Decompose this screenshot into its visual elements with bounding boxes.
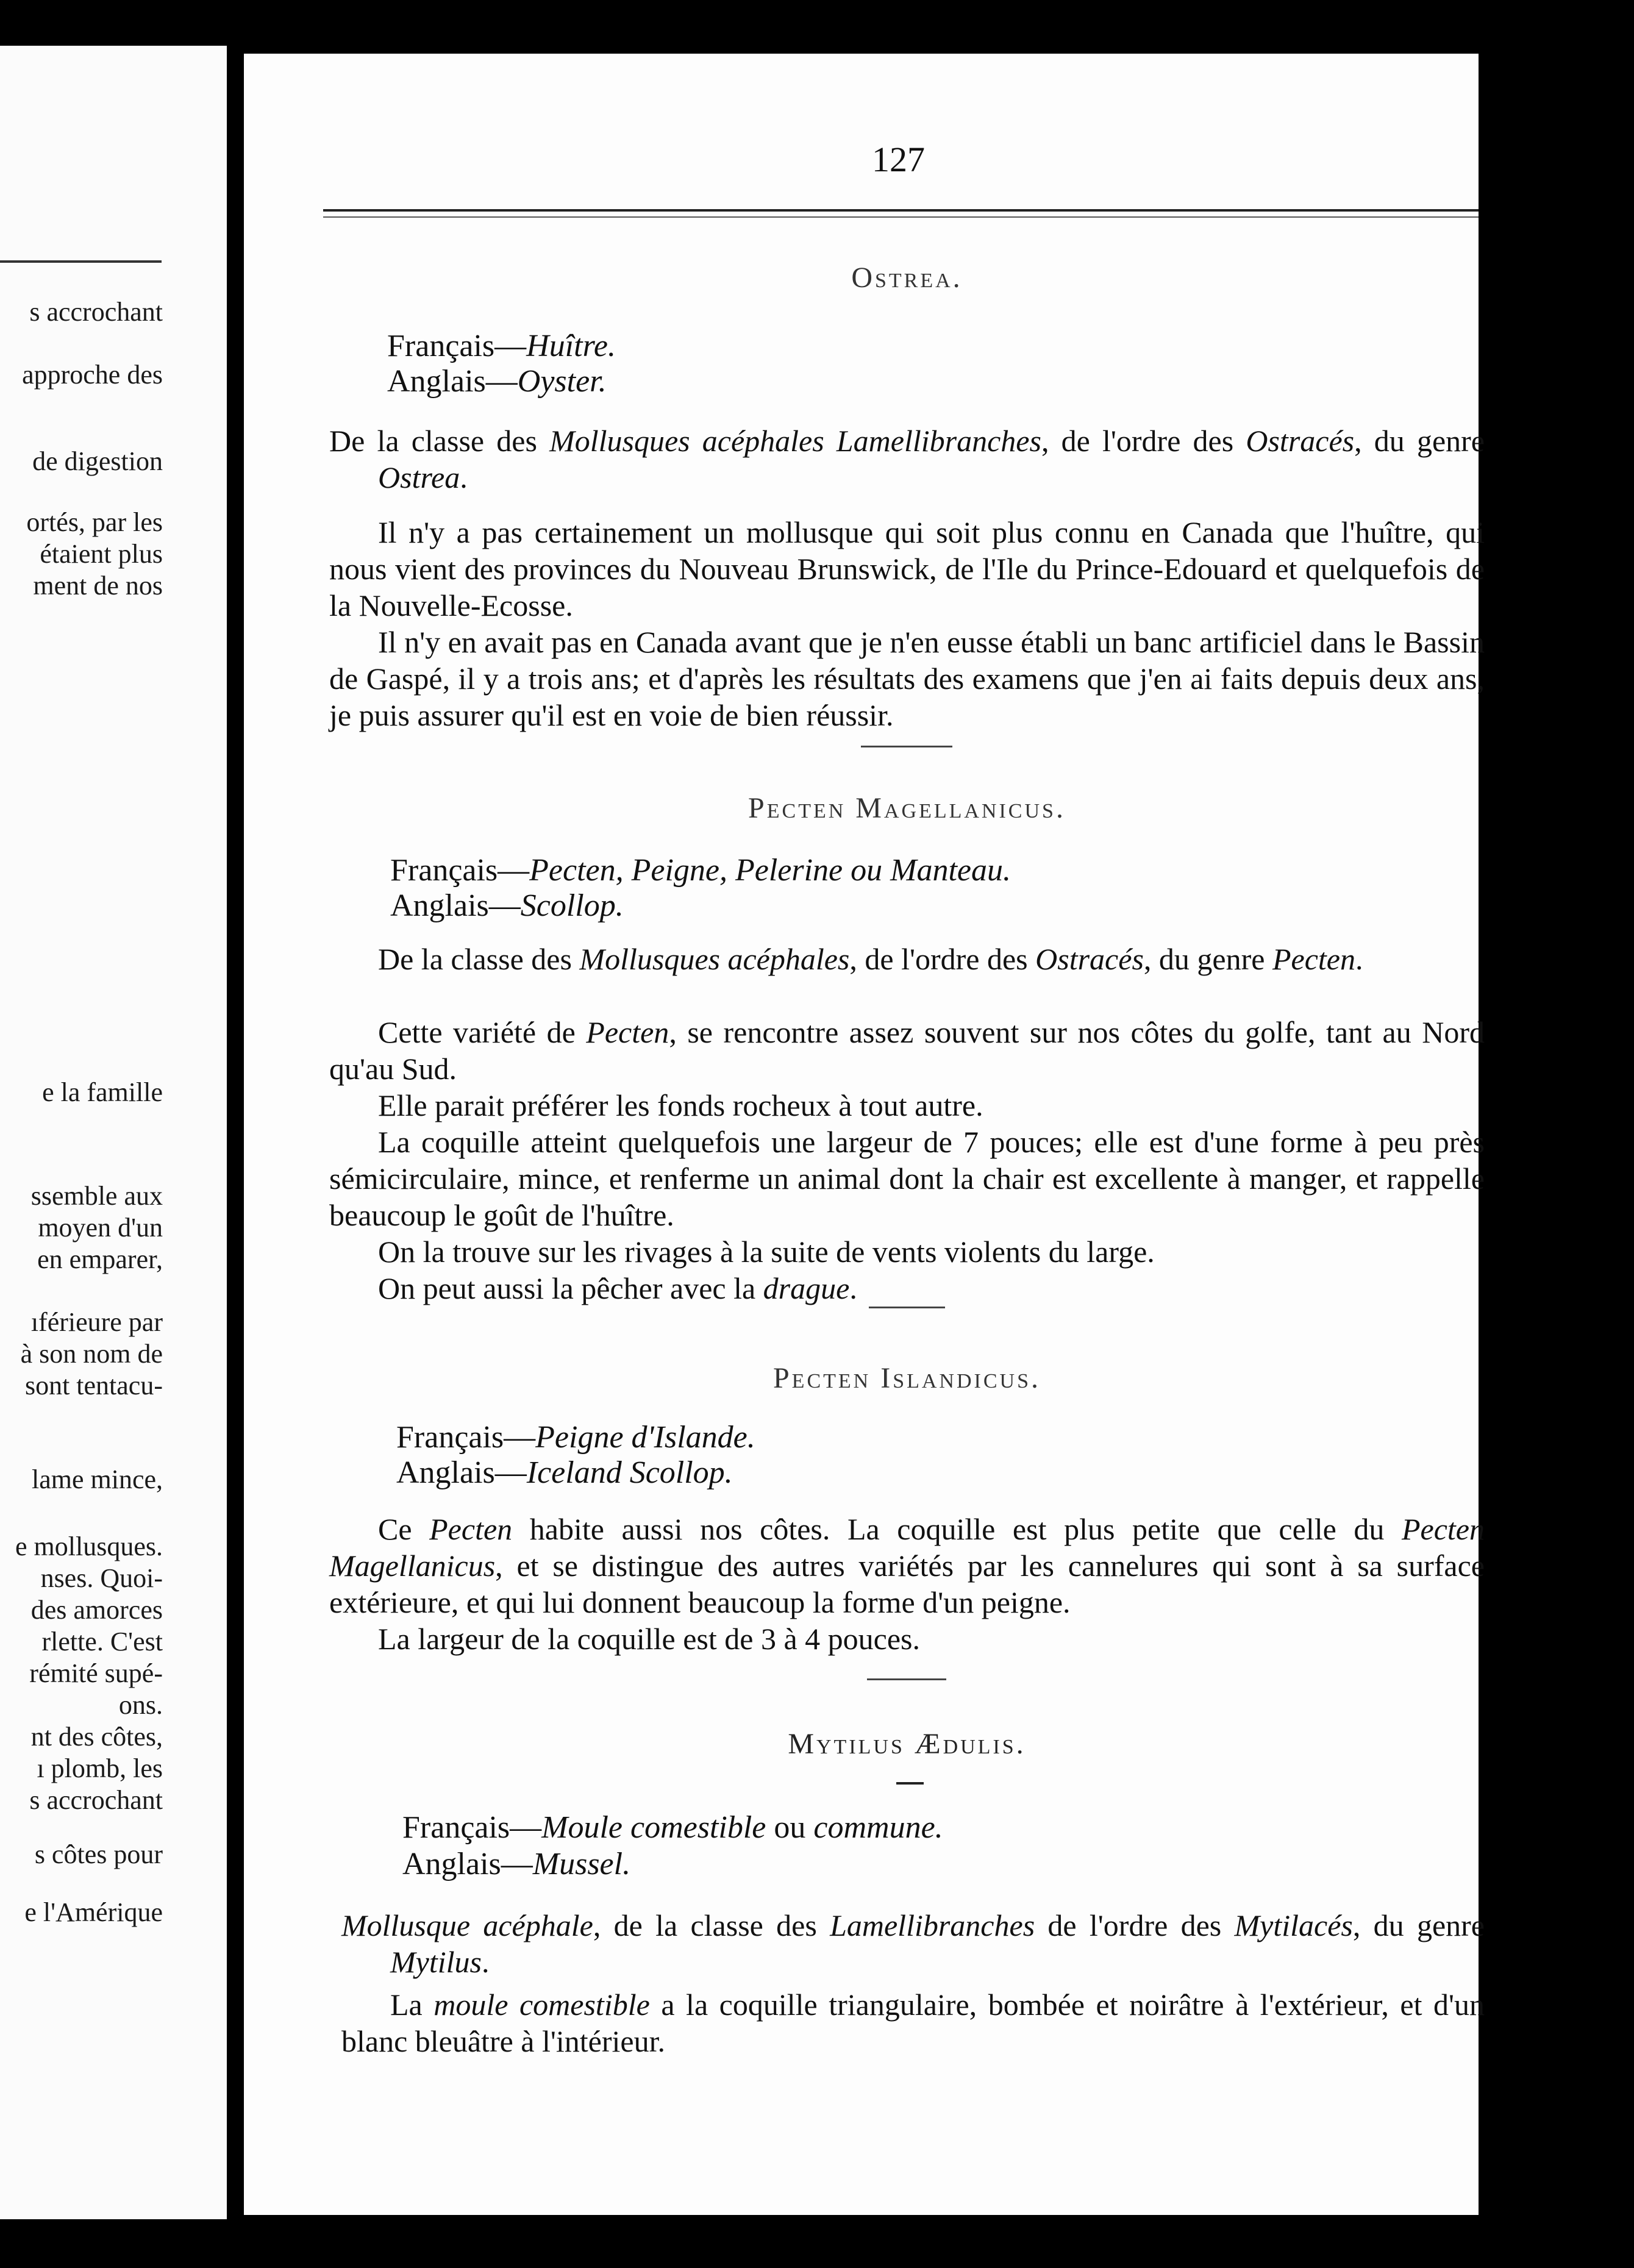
paragraph: La largeur de la coquille est de 3 à 4 pouces. xyxy=(378,1622,921,1656)
left-page-line: s accrochant xyxy=(29,297,163,327)
english-name-line xyxy=(402,1846,630,1882)
french-name: Pecten, Peigne, Pelerine ou Manteau. xyxy=(529,853,1011,888)
left-page-line: nt des côtes, xyxy=(30,1722,163,1752)
english-label: Anglais— xyxy=(387,364,518,399)
left-page-line: nses. Quoi- xyxy=(40,1563,163,1593)
english-label: Anglais— xyxy=(396,1455,527,1490)
left-facing-page xyxy=(0,46,227,2219)
classification-paragraph: De la classe des Mollusques acéphales, de l'ordre des Ostracés, du genre Pecten. xyxy=(378,942,1363,976)
english-name: Iceland Scollop. xyxy=(526,1455,733,1490)
french-name-line: Français—Moule comestible ou commune. xyxy=(402,1810,943,1845)
left-page-line: approche des xyxy=(22,360,163,390)
paragraph: Il n'y en avait pas en Canada avant que je n'en eusse établi un banc artificiel dans le Bassin de Gaspé, il y a trois ans; et d'après les résultats des examens que j'en ai faits depuis deux ans, je puis assurer qu'il est en voie de bien réussir. xyxy=(329,625,1485,732)
french-label: Français— xyxy=(387,329,527,363)
left-page-line: sont tentacu- xyxy=(24,1371,163,1400)
left-page-line: e la famille xyxy=(42,1077,163,1107)
section-separator xyxy=(869,1307,945,1308)
section-separator xyxy=(867,1678,946,1680)
french-label: Français— xyxy=(390,853,530,888)
french-name-line xyxy=(396,1419,755,1455)
english-name-line xyxy=(390,888,624,924)
header-rule-thin xyxy=(323,216,1479,218)
section-separator xyxy=(861,746,952,747)
french-name: Moule comestible xyxy=(541,1810,766,1845)
english-name-line xyxy=(396,1455,733,1491)
left-page-rule xyxy=(0,260,162,263)
left-page-line: en emparer, xyxy=(37,1244,163,1274)
left-page-line: ment de nos xyxy=(33,571,163,601)
left-page-line: à son nom de xyxy=(20,1339,163,1369)
paragraph: Ce Pecten habite aussi nos côtes. La coquille est plus petite que celle du Pecten Magellanicus, et se distingue des autres variétés par les cannelures qui sont à sa surface extérieure, et qui lui donnent beaucoup la forme d'un peigne. xyxy=(329,1512,1485,1619)
left-page-line: ons. xyxy=(118,1690,163,1720)
section-heading-ostrea: Ostrea. xyxy=(851,262,963,294)
paragraph: Cette variété de Pecten, se rencontre assez souvent sur nos côtes du golfe, tant au Nord qu'au Sud. xyxy=(329,1015,1485,1086)
paragraph: On la trouve sur les rivages à la suite de vents violents du large. xyxy=(378,1235,1155,1269)
english-name: Mussel. xyxy=(532,1847,631,1881)
left-page-line: lame mince, xyxy=(31,1464,163,1494)
section-heading-mytilus: Mytilus Ædulis. xyxy=(788,1728,1026,1760)
left-page-line: s accrochant xyxy=(29,1785,163,1815)
left-page-line: étaient plus xyxy=(40,539,163,569)
left-page-line: rémité supé- xyxy=(29,1658,163,1688)
paragraph: La coquille atteint quelquefois une largeur de 7 pouces; elle est d'une forme à peu près sémicirculaire, mince, et renferme un animal dont la chair est excellente à manger, et rappelle beaucoup le goût de l'huître. xyxy=(329,1125,1485,1232)
french-name-line xyxy=(390,852,1011,888)
left-page-line: s côtes pour xyxy=(34,1839,163,1869)
left-page-line: ssemble aux xyxy=(30,1181,163,1211)
section-heading-pecten-magellanicus: Pecten Magellanicus. xyxy=(748,792,1066,824)
french-label: Français— xyxy=(396,1420,536,1455)
english-name: Scollop. xyxy=(520,888,624,923)
left-page-line: des amorces xyxy=(30,1595,163,1625)
left-page-line: e l'Amérique xyxy=(24,1897,163,1927)
left-page-line: e mollusques. xyxy=(15,1532,163,1561)
classification-paragraph: De la classe des Mollusques acéphales Lamellibranches, de l'ordre des Ostracés, du genre Ostrea. xyxy=(329,424,1485,494)
header-rule xyxy=(323,209,1479,212)
english-name-line xyxy=(387,363,607,399)
paragraph: On peut aussi la pêcher avec la drague. xyxy=(378,1271,857,1305)
left-page-line: moyen d'un xyxy=(38,1213,163,1243)
french-name: Huître. xyxy=(526,329,616,363)
left-page-line: ortés, par les xyxy=(26,507,163,537)
paragraph: Il n'y a pas certainement un mollusque qui soit plus connu en Canada que l'huître, qui nous vient des provinces du Nouveau Brunswick, de l'Ile du Prince-Edouard et quelquefois de la Nouvelle-Ecosse. xyxy=(329,515,1485,622)
french-name: Peigne d'Islande. xyxy=(535,1420,755,1455)
classification-paragraph: Mollusque acéphale, de la classe des Lamellibranches de l'ordre des Mytilacés, du genre Mytilus. xyxy=(341,1908,1485,1979)
left-page-line: de digestion xyxy=(32,446,163,476)
heading-dash xyxy=(896,1782,924,1785)
paragraph: La moule comestible a la coquille triangulaire, bombée et noirâtre à l'extérieur, et d'un blanc bleuâtre à l'intérieur. xyxy=(341,1988,1485,2058)
section-heading-pecten-islandicus: Pecten Islandicus. xyxy=(772,1362,1041,1394)
left-page-line: ı plomb, les xyxy=(37,1753,163,1783)
english-label: Anglais— xyxy=(390,888,521,923)
page-number: 127 xyxy=(872,140,925,179)
english-name: Oyster. xyxy=(517,364,607,399)
french-name-line xyxy=(387,328,616,364)
english-label: Anglais— xyxy=(402,1847,533,1881)
paragraph: Elle parait préférer les fonds rocheux à tout autre. xyxy=(378,1088,983,1122)
main-page xyxy=(244,54,1485,2215)
left-page-line: ıférieure par xyxy=(30,1307,163,1337)
left-page-line: rlette. C'est xyxy=(41,1627,163,1656)
french-label: Français— xyxy=(402,1810,542,1845)
